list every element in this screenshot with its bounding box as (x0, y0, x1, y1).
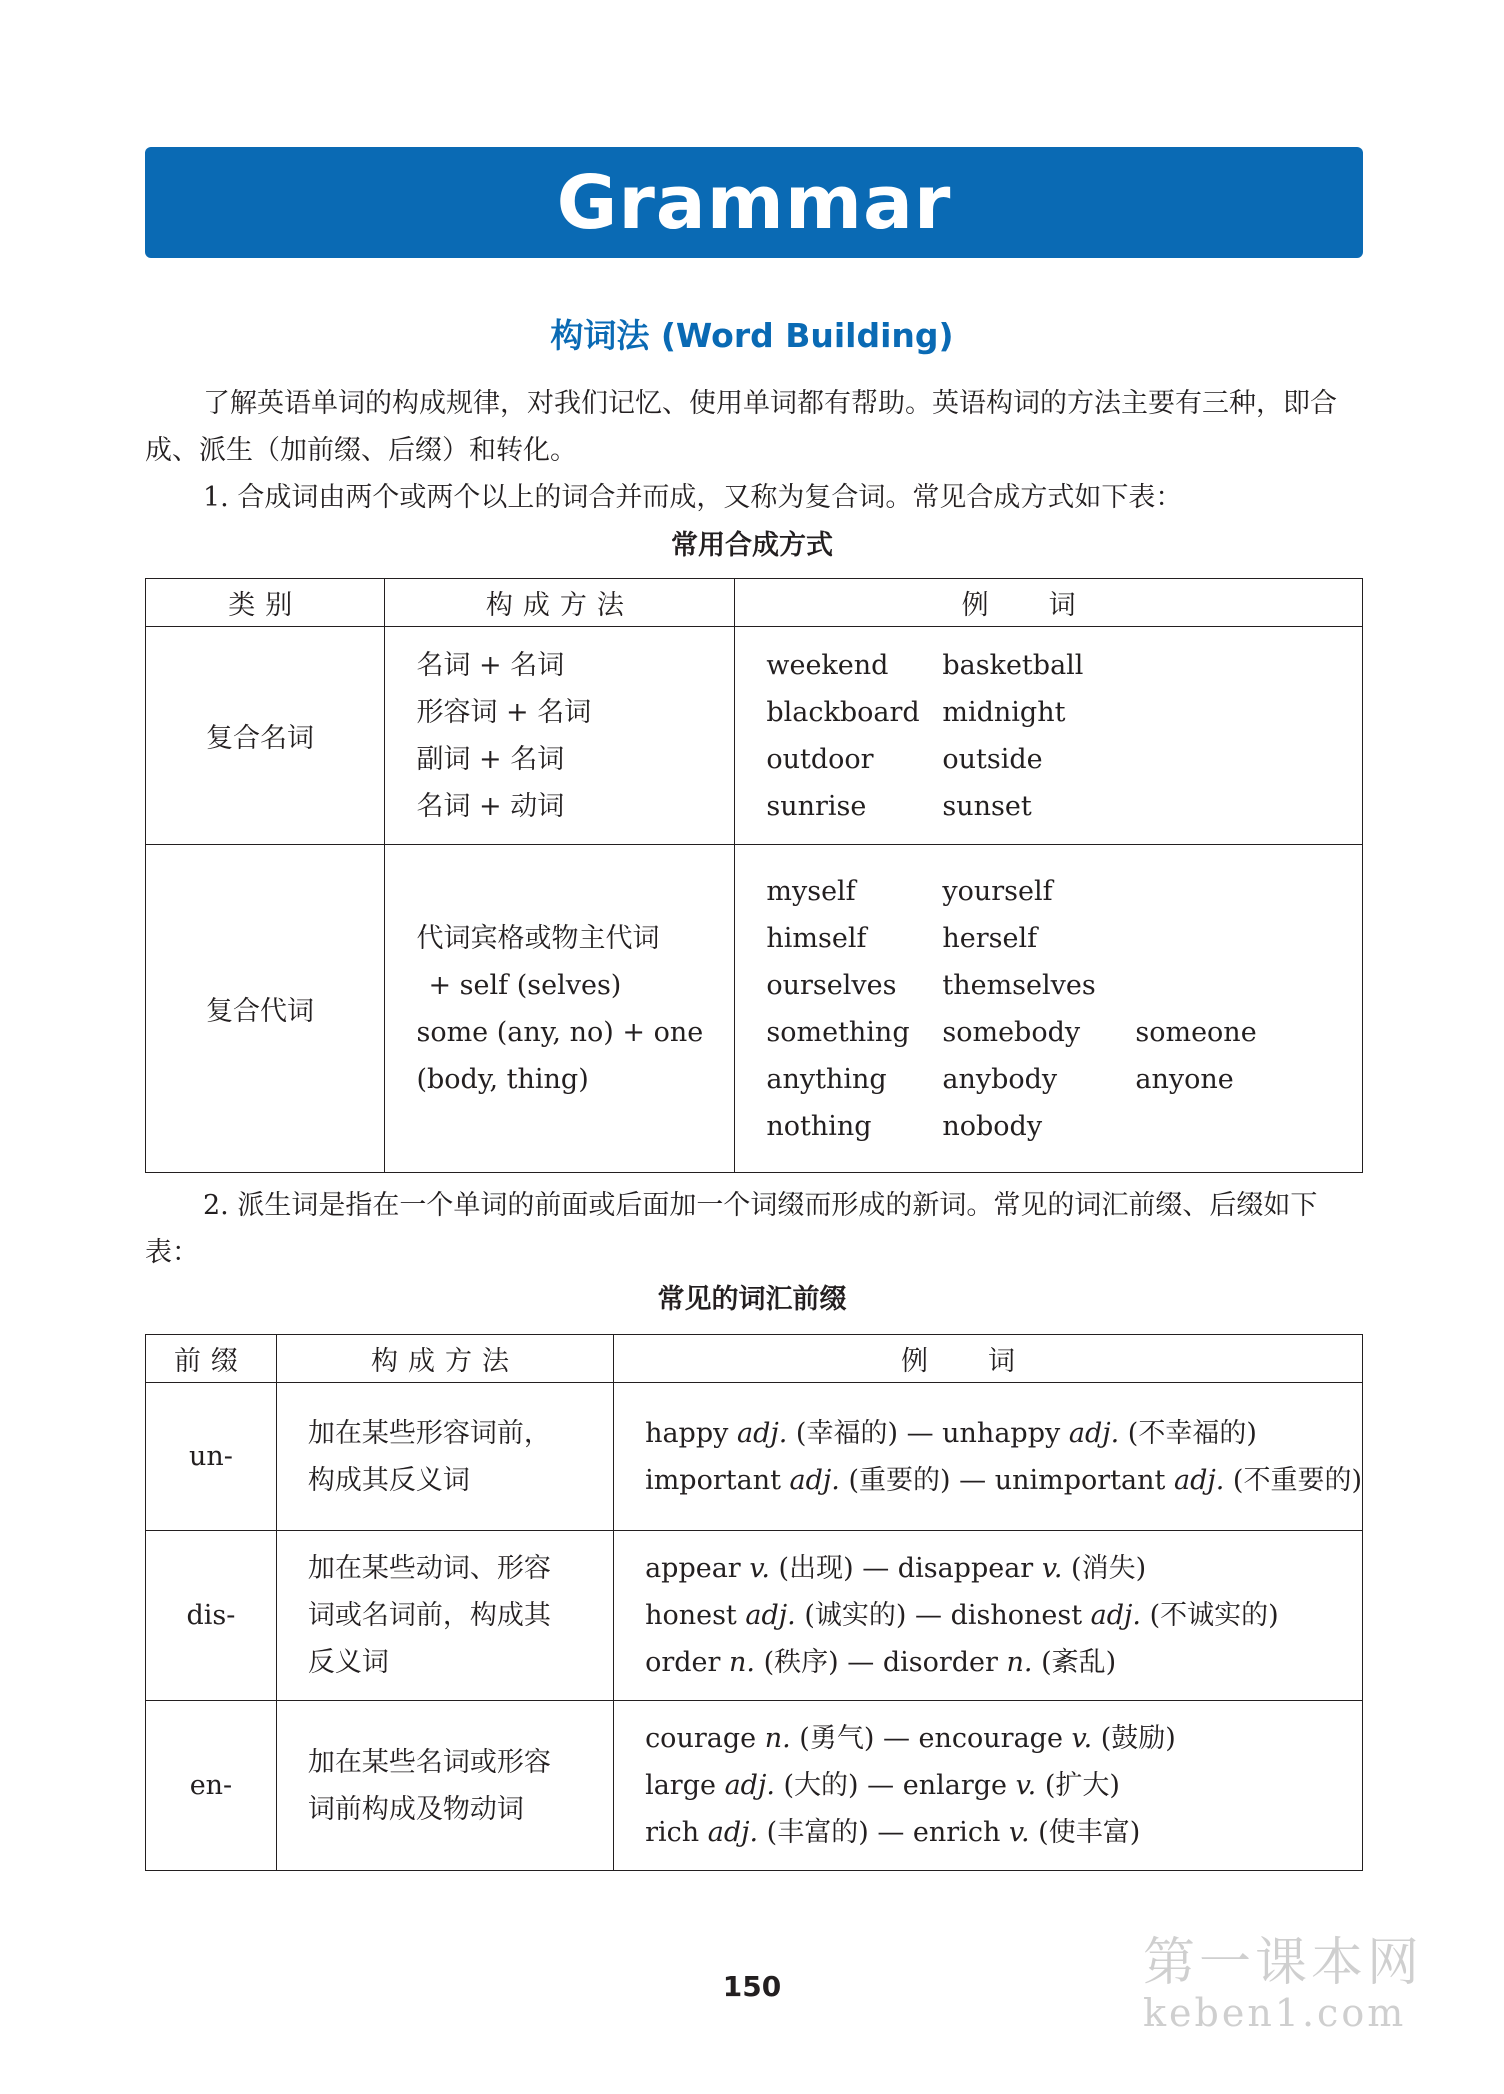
derivation-line: order n. (秩序) — disorder n. (紊乱) (645, 1647, 1117, 1678)
example-line (766, 1009, 1362, 1056)
method-line: 代词宾格或物主代词 (416, 922, 660, 954)
examples-cell (614, 1383, 1363, 1531)
prefix-table (145, 1334, 1363, 1871)
examples-cell (735, 845, 1363, 1173)
method-line: 构成其反义词 (307, 1464, 470, 1496)
method-line: 名词 + 名词 (416, 649, 565, 681)
example-line (766, 689, 1362, 736)
example-word: myself (766, 875, 856, 907)
derivation-line: appear v. (出现) — disappear v. (消失) (645, 1553, 1147, 1584)
compound-table (145, 578, 1363, 1173)
example-line (766, 783, 1362, 830)
method-line: 名词 + 动词 (416, 790, 565, 822)
example-word: someone (1135, 1016, 1257, 1048)
page-title: Grammar (556, 159, 952, 246)
header-examples: 例词 (614, 1335, 1363, 1383)
method-line: 词或名词前，构成其 (307, 1600, 551, 1631)
prefix-cell: en- (146, 1701, 277, 1871)
example-word: sunrise (766, 790, 867, 822)
table-header-row (146, 1335, 1363, 1383)
derivation-line: honest adj. (诚实的) — dishonest adj. (不诚实的) (645, 1600, 1279, 1631)
table1-caption: 常用合成方式 (671, 530, 833, 561)
table-row (146, 845, 1363, 1173)
example-word: themselves (942, 969, 1096, 1001)
prefix-cell: un- (146, 1383, 277, 1531)
intro-paragraph (145, 380, 1363, 474)
header-method: 构成方法 (276, 1335, 613, 1383)
section-title: 构词法 (Word Building) (550, 316, 954, 355)
method-cell (276, 1531, 613, 1701)
header-category: 类别 (146, 579, 385, 627)
example-word: blackboard (766, 696, 920, 728)
example-line (766, 1103, 1362, 1150)
point1-text: 1. 合成词由两个或两个以上的词合并而成，又称为复合词。常见合成方式如下表： (203, 482, 1183, 513)
derivation-line: rich adj. (丰富的) — enrich v. (使丰富) (645, 1817, 1141, 1848)
method-cell (385, 845, 735, 1173)
method-line: + self (selves) (428, 969, 622, 1001)
category-cell: 复合代词 (146, 845, 385, 1173)
title-banner (145, 147, 1363, 258)
method-line: (body, thing) (416, 1063, 589, 1095)
example-word: anyone (1135, 1063, 1234, 1095)
example-line (766, 736, 1362, 783)
method-line: 加在某些形容词前， (307, 1417, 551, 1449)
method-line: 反义词 (307, 1647, 389, 1678)
table-row (146, 1531, 1363, 1701)
derivation-line: large adj. (大的) — enlarge v. (扩大) (645, 1770, 1120, 1801)
header-method: 构成方法 (385, 579, 735, 627)
example-line (766, 868, 1362, 915)
method-cell (276, 1701, 613, 1871)
example-word: something (766, 1016, 910, 1048)
example-word: anything (766, 1063, 887, 1095)
example-word: outdoor (766, 743, 874, 775)
derivation-line: happy adj. (幸福的) — unhappy adj. (不幸福的) (645, 1417, 1257, 1449)
table-header-row (146, 579, 1363, 627)
table-row (146, 627, 1363, 845)
method-cell (276, 1383, 613, 1531)
table-row (146, 1701, 1363, 1871)
examples-cell (614, 1531, 1363, 1701)
derivation-line: courage n. (勇气) — encourage v. (鼓励) (645, 1723, 1176, 1754)
example-word: outside (942, 743, 1043, 775)
example-word: ourselves (766, 969, 897, 1001)
example-line (766, 642, 1362, 689)
method-line: some (any, no) + one (416, 1016, 704, 1048)
header-prefix: 前缀 (146, 1335, 277, 1383)
category-cell: 复合名词 (146, 627, 385, 845)
derivation-line: important adj. (重要的) — unimportant adj. (不重要的) (645, 1464, 1362, 1496)
example-word: sunset (942, 790, 1032, 822)
method-line: 加在某些名词或形容 (307, 1746, 551, 1778)
watermark-line2: keben1.com (1143, 1991, 1407, 2035)
examples-cell (735, 627, 1363, 845)
method-line: 形容词 + 名词 (416, 696, 592, 728)
example-word: herself (942, 922, 1038, 954)
method-cell (385, 627, 735, 845)
example-word: himself (766, 922, 867, 954)
example-word: weekend (766, 649, 889, 681)
watermark (1143, 1920, 1423, 2035)
page-number: 150 (722, 1970, 782, 2003)
method-line: 副词 + 名词 (416, 743, 565, 775)
point2-paragraph (145, 1182, 1363, 1276)
table-row (146, 1383, 1363, 1531)
example-word: nothing (766, 1110, 872, 1142)
example-word: yourself (942, 875, 1053, 907)
method-line: 词前构成及物动词 (307, 1793, 524, 1825)
point1-paragraph (145, 474, 1363, 521)
example-word: nobody (942, 1110, 1043, 1142)
example-line (766, 915, 1362, 962)
header-examples: 例词 (735, 579, 1363, 627)
method-line: 加在某些动词、形容 (307, 1553, 551, 1584)
example-word: somebody (942, 1016, 1081, 1048)
examples-cell (614, 1701, 1363, 1871)
prefix-cell: dis- (146, 1531, 277, 1701)
point2-text: 2. 派生词是指在一个单词的前面或后面加一个词缀而形成的新词。常见的词汇前缀、后缀如下表： (145, 1190, 1318, 1268)
example-line (766, 1056, 1362, 1103)
example-word: anybody (942, 1063, 1058, 1095)
example-word: midnight (942, 696, 1066, 728)
watermark-line1: 第一课本网 (1143, 1933, 1424, 1993)
table2-caption: 常见的词汇前缀 (657, 1284, 847, 1315)
example-line (766, 962, 1362, 1009)
example-word: basketball (942, 649, 1084, 681)
intro-text: 了解英语单词的构成规律，对我们记忆、使用单词都有帮助。英语构词的方法主要有三种，即合成、派生（加前缀、后缀）和转化。 (145, 388, 1337, 466)
